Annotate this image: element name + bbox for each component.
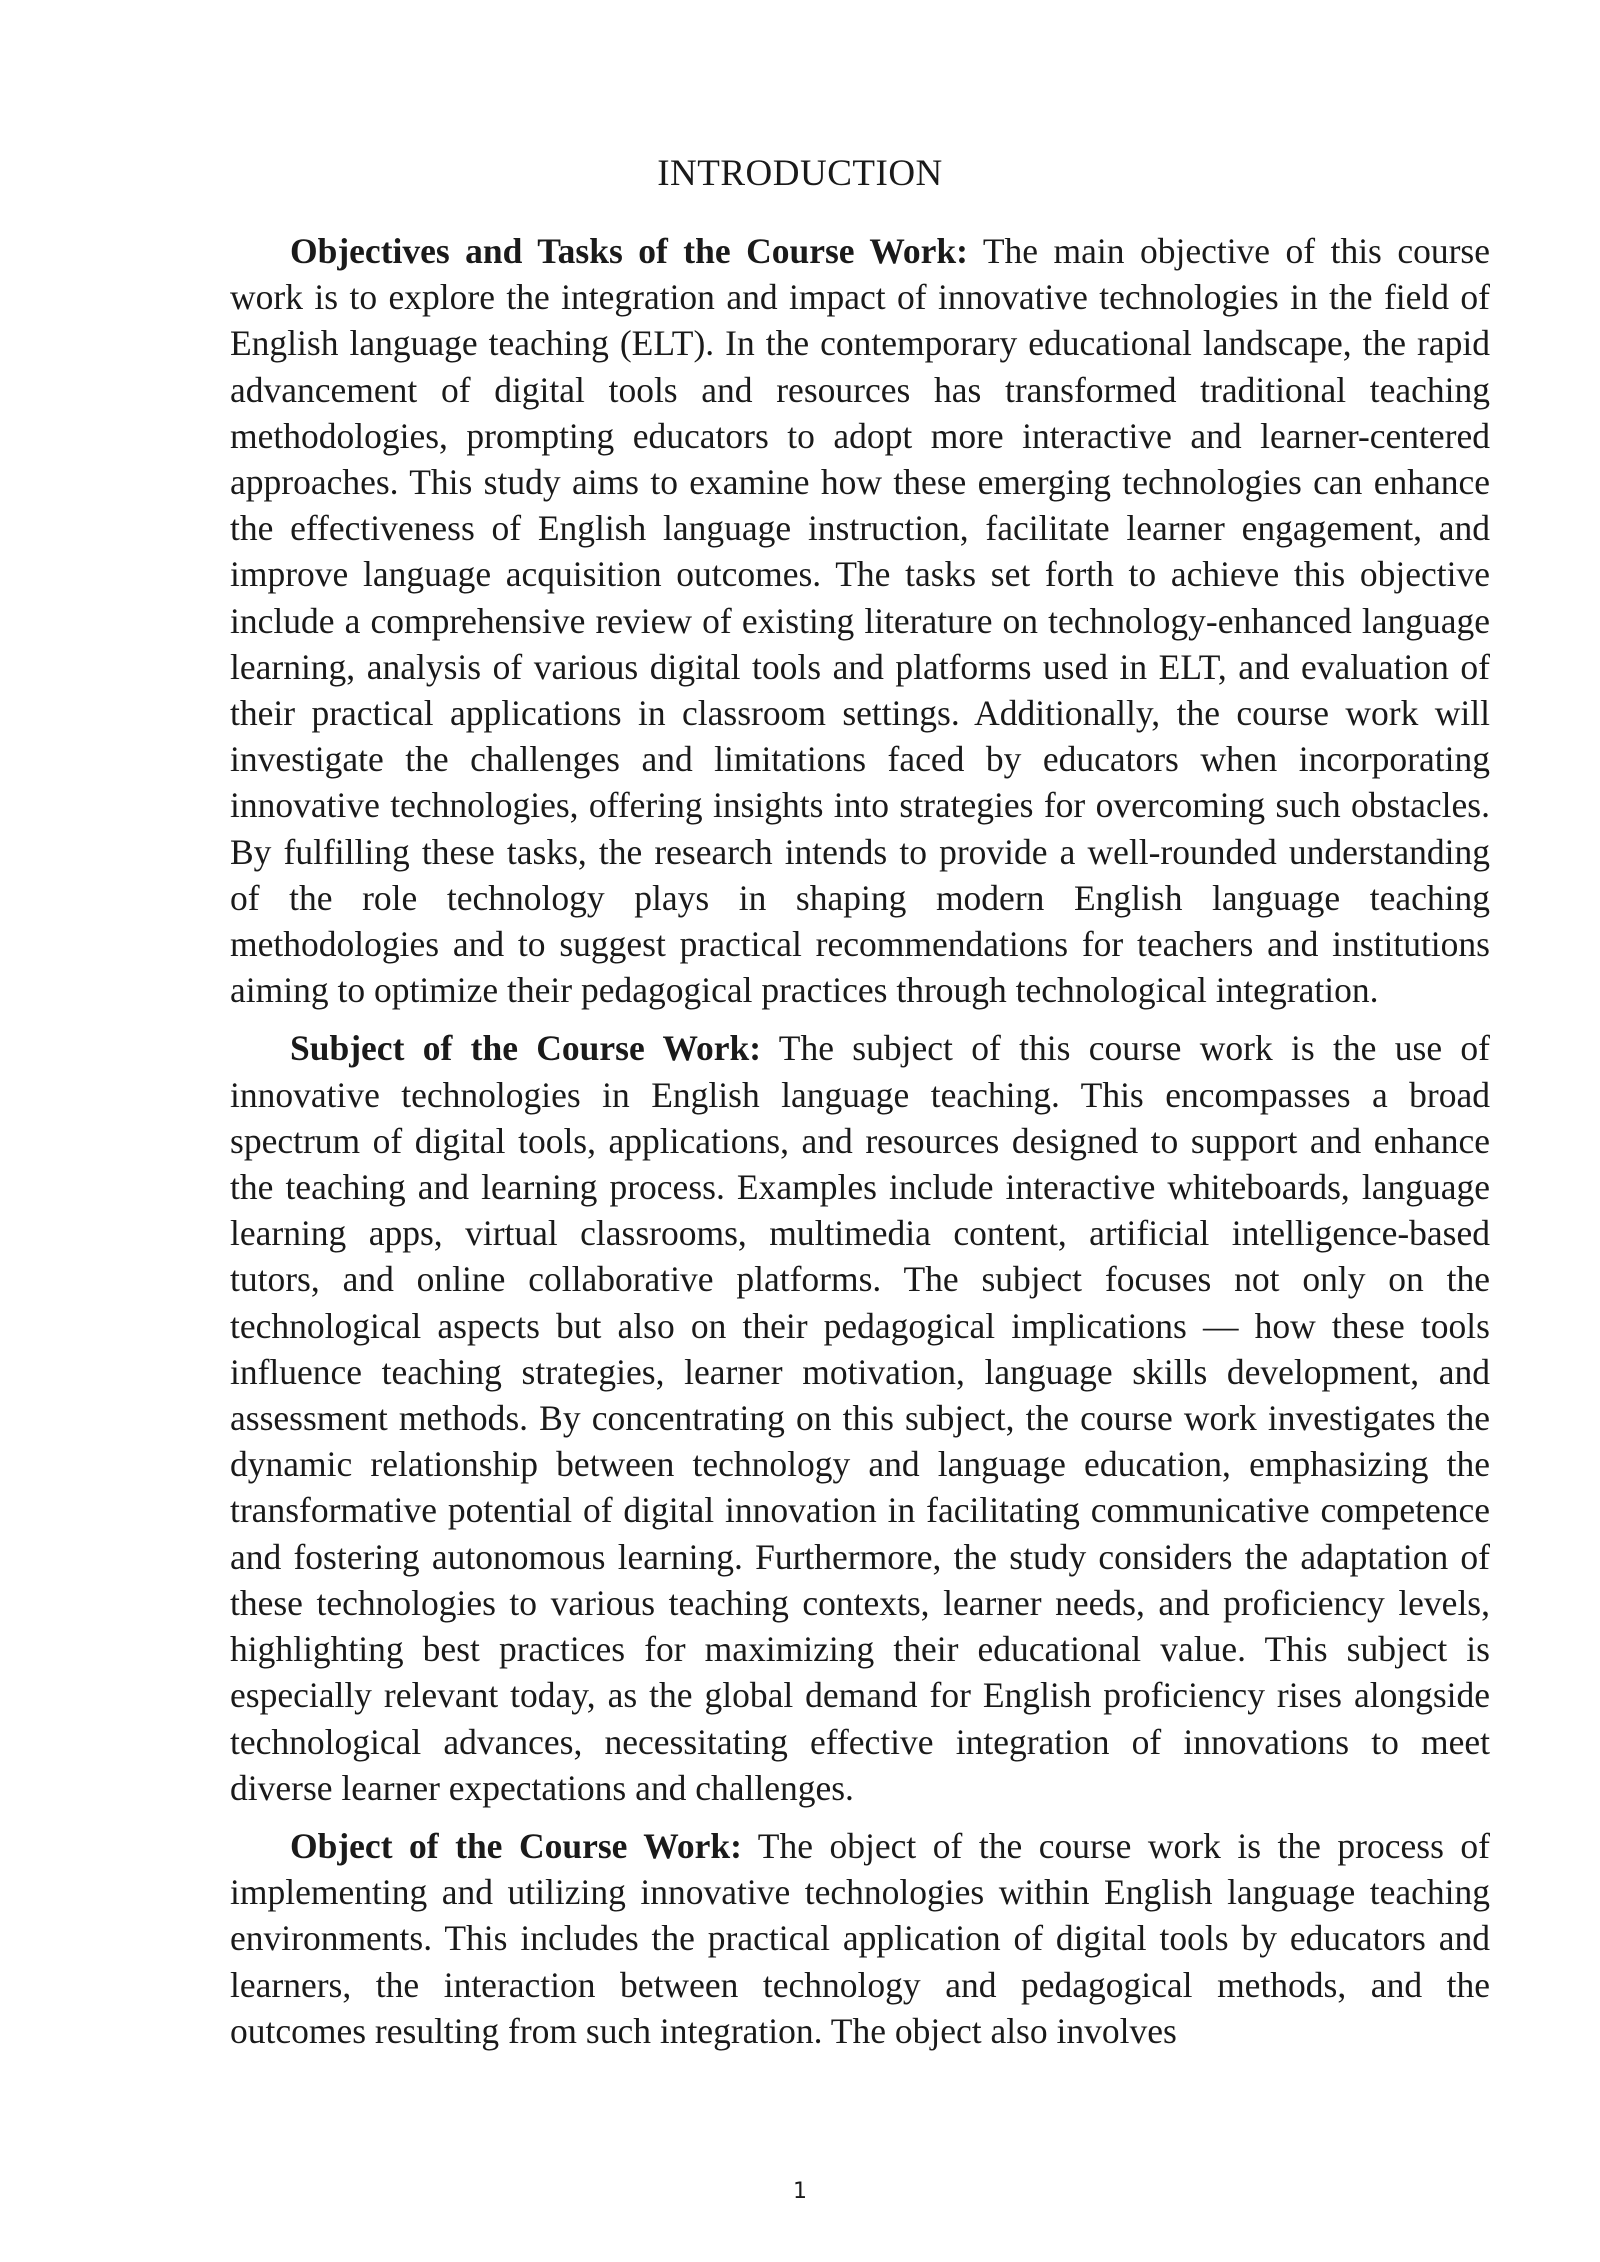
objectives-paragraph — [230, 228, 1490, 1013]
objectives-text: The main objective of this course work is to explore the integration and impact of innovative technologies in the field of English language teaching (ELT). In the contemporary educational landscape, the rapid advancement of digital tools and resources has transformed traditional teaching methodologies, prompting educators to adopt more interactive and learner-centered approaches. This study aims to examine how these emerging technologies can enhance the effectiveness of English language instruction, facilitate learner engagement, and improve language acquisition outcomes. The tasks set forth to achieve this objective include a comprehensive review of existing literature on technology-enhanced language learning, analysis of various digital tools and platforms used in ELT, and evaluation of their practical applications in classroom settings. Additionally, the course work will investigate the challenges and limitations faced by educators when incorporating innovative technologies, offering insights into strategies for overcoming such obstacles. By fulfilling these tasks, the research intends to provide a well-rounded understanding of the role technology plays in shaping modern English language teaching methodologies and to suggest practical recommendations for teachers and institutions aiming to optimize their pedagogical practices through technological integration. — [230, 231, 1490, 1011]
objectives-heading: Objectives and Tasks of the Course Work: — [290, 231, 968, 271]
subject-heading: Subject of the Course Work: — [290, 1028, 762, 1069]
document-body — [230, 228, 1490, 2066]
object-paragraph — [230, 1823, 1490, 2054]
subject-text: The subject of this course work is the use of innovative technologies in English language teaching. This encompasses a broad spectrum of digital tools, applications, and resources designed to support and enhance the teaching and learning process. Examples include interactive whiteboards, language learning apps, virtual classrooms, multimedia content, artificial intelligence-based tutors, and online collaborative platforms. The subject focuses not only on the technological aspects but also on their pedagogical implications — how these tools influence teaching strategies, learner motivation, language skills development, and assessment methods. By concentrating on this subject, the course work investigates the dynamic relationship between technology and language education, emphasizing the transformative potential of digital innovation in facilitating communicative competence and fostering autonomous learning. Furthermore, the study considers the adaptation of these technologies to various teaching contexts, learner needs, and proficiency levels, highlighting best practices for maximizing their educational value. This subject is especially relevant today, as the global demand for English proficiency rises alongside technological advances, necessitating effective integration of innovations to meet diverse learner expectations and challenges. — [230, 1028, 1490, 1808]
page-title: INTRODUCTION — [657, 153, 943, 194]
object-heading: Object of the Course Work: — [290, 1825, 742, 1866]
page-number: 1 — [793, 2179, 807, 2204]
subject-paragraph — [230, 1025, 1490, 1810]
object-text: The object of the course work is the process of implementing and utilizing innovative technologies within English language teaching environments. This includes the practical application of digital tools by educators and learners, the interaction between technology and pedagogical methods, and the outcomes resulting from such integration. The object also involves — [230, 1825, 1490, 2051]
